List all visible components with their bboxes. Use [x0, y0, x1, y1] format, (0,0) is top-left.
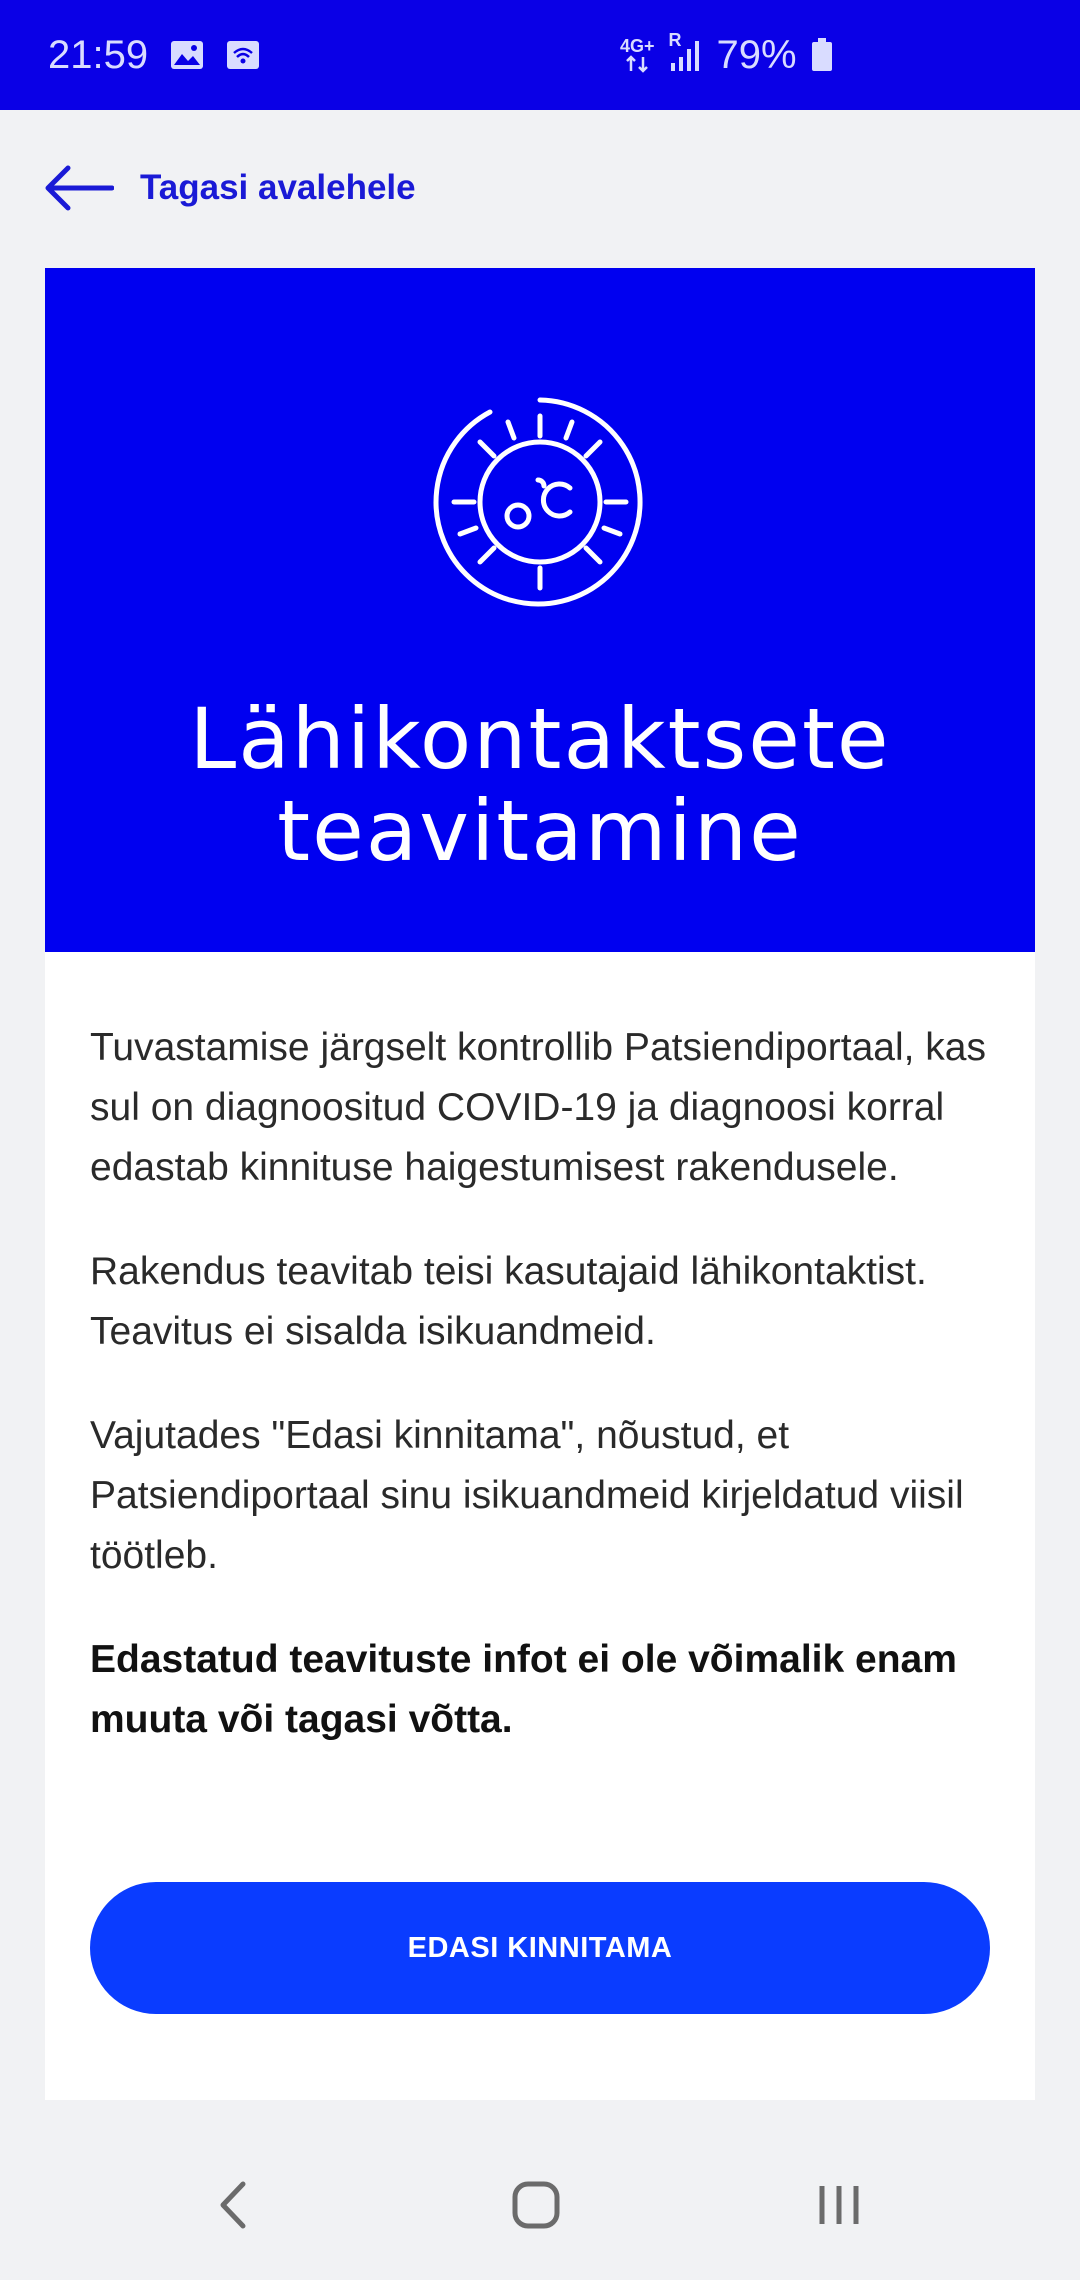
- info-paragraph-1: Tuvastamise järgselt kontrollib Patsiendiportaal, kas sul on diagnoositud COVID-19 ja diagnoosi korral edastab kinnituse haigestumisest rakendusele.: [90, 1026, 986, 1189]
- system-nav-bar: [0, 2130, 1080, 2280]
- home-icon[interactable]: [476, 2155, 596, 2255]
- status-right: [620, 0, 833, 110]
- gallery-icon: [170, 40, 204, 70]
- network-type: 4G+: [620, 36, 655, 56]
- page-title: Lähikontaktsete teavitamine: [189, 690, 891, 880]
- battery-icon: [811, 38, 833, 72]
- warning-paragraph: Edastatud teavituste infot ei ole võimalik enam muuta või tagasi võtta.: [90, 1638, 957, 1741]
- content-card: [45, 268, 1035, 2100]
- wifi-icon: [226, 40, 260, 70]
- status-time: 21:59: [48, 32, 149, 77]
- back-to-home-link[interactable]: [44, 160, 416, 216]
- back-label: Tagasi avalehele: [140, 168, 416, 207]
- signal-icon: [668, 30, 703, 73]
- status-bar: [0, 0, 1080, 110]
- data-arrows-icon: [620, 37, 655, 73]
- back-icon[interactable]: [173, 2155, 293, 2255]
- status-left: [48, 33, 260, 78]
- info-paragraph-2: Rakendus teavitab teisi kasutajaid lähikontaktist. Teavitus ei sisalda isikuandmeid.: [90, 1250, 927, 1353]
- battery-percent: 79%: [716, 32, 797, 77]
- virus-icon: [430, 392, 650, 617]
- recents-icon[interactable]: [779, 2155, 899, 2255]
- roaming-indicator: R: [668, 30, 682, 50]
- info-paragraph-3: Vajutades "Edasi kinnitama", nõustud, et Patsiendiportaal sinu isikuandmeid kirjeldatud viisil töötleb.: [90, 1414, 964, 1577]
- info-text: [90, 1018, 1040, 1794]
- hero-banner: [45, 268, 1035, 952]
- confirm-button[interactable]: EDASI KINNITAMA: [90, 1882, 990, 2014]
- arrow-left-icon: [44, 164, 114, 212]
